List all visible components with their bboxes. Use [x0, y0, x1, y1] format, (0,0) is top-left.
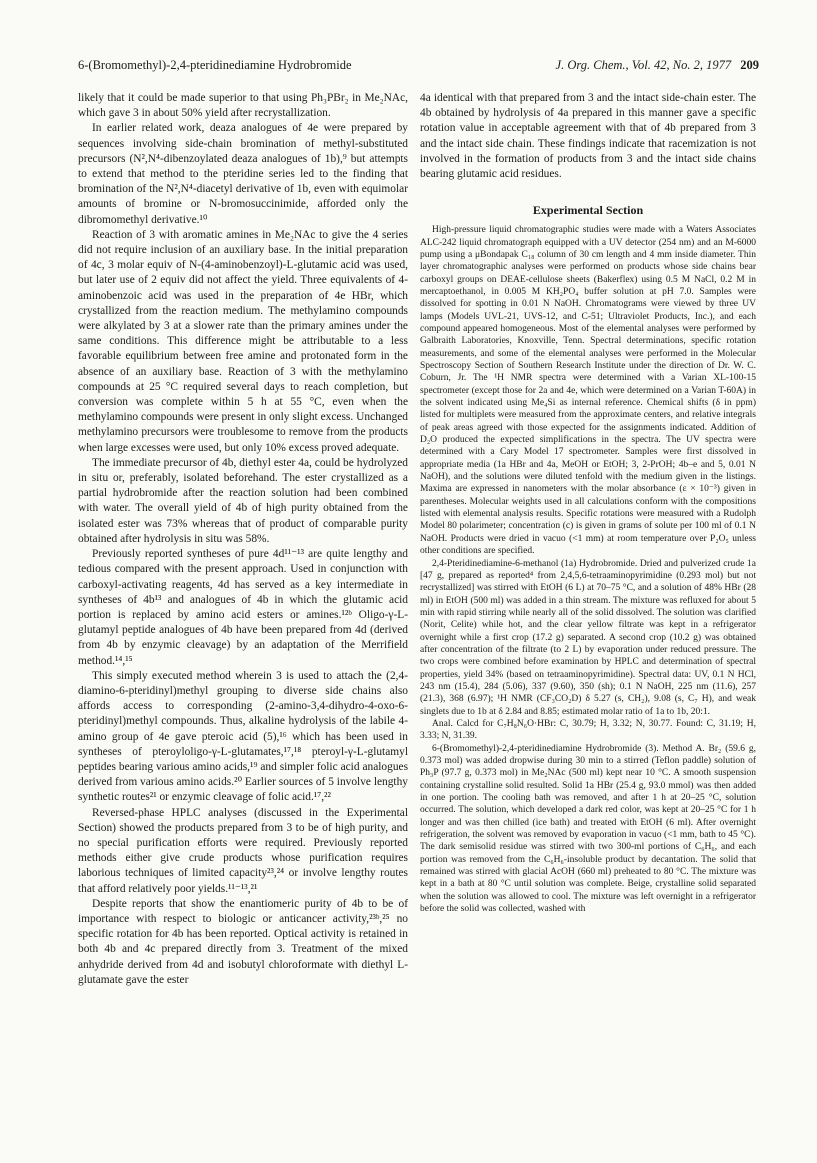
experimental-text: [420, 224, 756, 915]
paragraph: High-pressure liquid chromatographic studies were made with a Waters Associates ALC-242 liquid chromatograph equipped with a UV detector (254 nm) and an M-6000 pump using a μBondapak C₁₈ column of 30 cm length and 4 mm inside diameter. Thin layer chromatographic analyses were performed on products whose side chains bear carboxyl groups on DEAE-cellulose sheets (Bakerflex) using 0.5 M NaCl, 0.2 M in mercaptoethanol, in 0.005 M KH₂PO₄ buffer solution at pH 7.0. Samples were dissolved for spotting in 0.01 N NaOH. Chromatograms were viewed by three UV lamps (Models UVL-21, UVS-12, and C-51; Ultraviolet Products, Inc.), and each compound appeared homogeneous. Most of the elemental analyses were performed by Galbraith Laboratories, Knoxville, Tenn. Spectral determinations, specific rotation measurements, and some of the elemental analyses were performed in the Molecular Spectroscopy Section of Southern Research Institute under the direction of Dr. W. C. Coburn, Jr. The ¹H NMR spectra were determined with a Varian XL-100-15 spectrometer (except those for 2a and 4e, which were determined on a Varian T-60A) in the solvent indicated using Me₄Si as internal reference. Chemical shifts (δ in ppm) listed for multiplets were measured from the approximate centers, and relative integrals of peak areas agreed with those expected for the assignments indicated. Addition of D₂O produced the expected simplifications in the spectra. The UV spectra were determined with a Cary Model 17 spectrometer. Samples were first dissolved in appropriate media (1a HBr and 4a, MeOH or EtOH; 3, 2-PrOH; 4b–e and 5, 0.01 N NaOH), and the solutions were diluted tenfold with the medium given in the listings. Maxima are expressed in nanometers with the molar absorbance (ε × 10⁻³) given in parentheses. Molecular weights used in all calculations conform with the compositions listed with elemental analysis results. Specific rotations were measured with a Rudolph Model 80 polarimeter; concentration (c) is given in grams of solute per 100 ml of 0.1 N NaOH. Products were dried in vacuo (<1 mm) at room temperature over P₂O₅ unless other conditions are specified.: [420, 225, 756, 557]
intro-block: [420, 91, 756, 182]
running-title: 6-(Bromomethyl)-2,4-pteridinediamine Hydrobromide: [78, 58, 352, 72]
paragraph: 2,4-Pteridinediamine-6-methanol (1a) Hydrobromide. Dried and pulverized crude 1a [47 g, prepared as reported⁴ from 2,4,5,6-tetraaminopyrimidine (0.293 mol) but not recrystallized] was stirred with EtOH (6 L) at 70–75 °C, and a solution of 48% HBr (28 ml) in EtOH (500 ml) was added in a thin stream. The mixture was refluxed for about 5 min with rapid stirring while nearly all of the solid dissolved. The solution was clarified (Norit, Celite) while hot, and the clear yellow filtrate was kept in a refrigerator overnight while a first crop (17.2 g) separated. A second crop (10.2 g) was obtained after concentration of the filtrate (to 2 L) by evaporation under reduced pressure. The two crops were combined before examination by HPLC and determination of spectral properties, yield 34% (based on tetraaminopyrimidine). Spectral data: UV, 0.1 N HCl, 243 nm (15.4), 284 (5.06), 337 (9.60), 350 (sh); 0.1 N NaOH, 225 nm (11.6), 257 (21.3), 368 (6.97); ¹H NMR (CF₃CO₂D) δ 5.27 (s, CH₂), 9.08 (s, C₇ H), and weak singlets due to 1b at δ 2.84 and 8.85; estimated molar ratio of 1a to 1b, 20:1.: [420, 558, 757, 717]
page-number: 209: [740, 58, 759, 72]
paragraph: likely that it could be made superior to that using Ph₃PBr₂ in Me₂NAc, which gave 3 in about 50% yield after recrystallization.: [78, 92, 408, 120]
right-column: [420, 91, 756, 915]
left-column: [78, 91, 408, 988]
journal-citation: [550, 58, 759, 73]
section-heading: Experimental Section: [532, 203, 644, 218]
paragraph: The immediate precursor of 4b, diethyl ester 4a, could be hydrolyzed in situ or, preferably, isolated beforehand. The ester crystallized as a partial hydrobromide after the reaction solution had been combined with water. The overall yield of 4b of high purity obtained from the isolated ester was 73% whereas that of product of comparable purity obtained after hydrolysis in situ was 58%.: [78, 456, 408, 545]
paragraph: Anal. Calcd for C₇H₈N₆O·HBr: C, 30.79; H, 3.32; N, 30.77. Found: C, 31.19; H, 3.33; N, 31.39.: [420, 718, 756, 742]
paragraph: Previously reported syntheses of pure 4d¹¹⁻¹³ are quite lengthy and tedious compared with the present approach. Used in conjunction with carboxyl-activating reagents, 4d has served as a key intermediate in syntheses of 4b¹³ and analogues of 4b in which the glutamic acid portion is replaced by amino acid esters or amines.¹²ᵇ Oligo-γ-L-glutamyl peptide analogues of 4b have been prepared from 4d (derived from 4b by enzymic cleavage) by an adaptation of the Merrifield method.¹⁴,¹⁵: [78, 548, 408, 667]
paragraph: In earlier related work, deaza analogues of 4e were prepared by sequences involving side-chain bromination of methyl-substituted precursors (N²,N⁴-dibenzoylated deaza analogues of 1b),⁹ but attempts to extend that method to the pteridine series led to the finding that bromination of the N²,N⁴-diacetyl derivative of 1b, even with equimolar amounts of bromine or N-bromosuccinimide, afforded only the dibromomethyl derivative.¹⁰: [78, 122, 408, 226]
journal-name: J. Org. Chem., Vol. 42, No. 2, 1977: [555, 58, 732, 72]
paragraph: This simply executed method wherein 3 is used to attach the (2,4-diamino-6-pteridinyl)methyl grouping to diverse side chains also affords access to corresponding (2-amino-3,4-dihydro-4-oxo-6-pteridinyl)methyl compounds. Thus, alkaline hydrolysis of the labile 4-amino group of 4e gave pteroic acid (5),¹⁶ which has been used in syntheses of pteroyloligo-γ-L-glutamates,¹⁷,¹⁸ pteroyl-γ-L-glutamyl peptides bearing various amino acids,¹⁹ and simpler folic acid analogues derived from various amino acids.²⁰ Earlier sources of 5 involve lengthy synthetic routes²¹ or enzymic cleavage of folic acid.¹⁷,²²: [78, 669, 408, 804]
page-header: [78, 58, 759, 76]
paragraph: 6-(Bromomethyl)-2,4-pteridinediamine Hydrobromide (3). Method A. Br₂ (59.6 g, 0.373 mol) was added dropwise during 30 min to a stirred (Teflon paddle) solution of Ph₃P (97.7 g, 0.373 mol) in Me₂NAc (500 ml) kept near 10 °C. A smooth suspension containing crystalline solid resulted. Solid 1a HBr (25.4 g, 93.0 mmol) was then added in one portion. The cooling bath was removed, and after 1 h at 20–25 °C, solution occurred. The solution, which developed a dark red color, was kept at 20–25 °C for 1 h longer and was then chilled (ice bath) and treated with EtOH (6 ml). After overnight refrigeration, the solvent was removed by evaporation in vacuo (<1 mm, bath to 45 °C). The dark semisolid residue was stirred with two 300-ml portions of C₆H₆, and each portion was removed from the C₆H₆-insoluble product by decantation. The solid that remained was stirred with glacial AcOH (660 ml) preheated to 80 °C. The mixture was kept in a bath at 80 °C until solution was complete. Beige, crystalline solid separated when the solution was allowed to cool. The mixture was left overnight in a refrigerator before the solid was collected, washed with: [420, 743, 756, 915]
paragraph: Reversed-phase HPLC analyses (discussed in the Experimental Section) showed the products prepared from 3 to be of high purity, and no special purification efforts were required. Previously reported methods either give crude products whose purification requires laborious techniques of limited capacity²³,²⁴ or involve lengthy routes that afford relatively poor yields.¹¹⁻¹³,²¹: [78, 806, 408, 895]
paragraph: Despite reports that show the enantiomeric purity of 4b to be of importance with respect to biologic or anticancer activity,²³ᵇ,²⁵ no specific rotation for 4b has been reported. Optical activity is retained in both 4b and 4c prepared directly from 3. Treatment of the mixed anhydride derived from 4d and isobutyl chloroformate with diethyl L-glutamate gave the ester: [78, 897, 408, 986]
paragraph: 4a identical with that prepared from 3 and the intact side-chain ester. The 4b obtained by hydrolysis of 4a prepared in this manner gave a specific rotation value in acceptable agreement with that of 4b prepared from 3 and the intact side chain. These findings indicate that racemization is not involved in the formation of products from 3 and the intact side chains bearing glutamic acid residues.: [420, 92, 756, 181]
paragraph: Reaction of 3 with aromatic amines in Me₂NAc to give the 4 series did not require inclusion of an auxiliary base. In the initial preparation of 4c, 3 molar equiv of N-(4-aminobenzoyl)-L-glutamic acid was used, but later use of 2 equiv did not affect the yield. Three equivalents of 4-aminobenzoic acid was used in the preparation of 4e HBr, which crystallized from the reaction medium. The methylamino compounds were alkylated by 3 at a slower rate than the primary amines under the same conditions. This difference might be attributable to a less favorable equilibrium between free amine and protonated form in the absence of an auxiliary base. Reaction of 3 with the methylamino compounds at 25 °C required several days to reach completion, but conversion was complete within 5 h at 55 °C, even when the methylamino compounds were present in only slight excess. Unchanged methylamino precursors were troublesome to remove from the products when large excesses were used, but only 10% excess proved adequate.: [78, 228, 408, 454]
